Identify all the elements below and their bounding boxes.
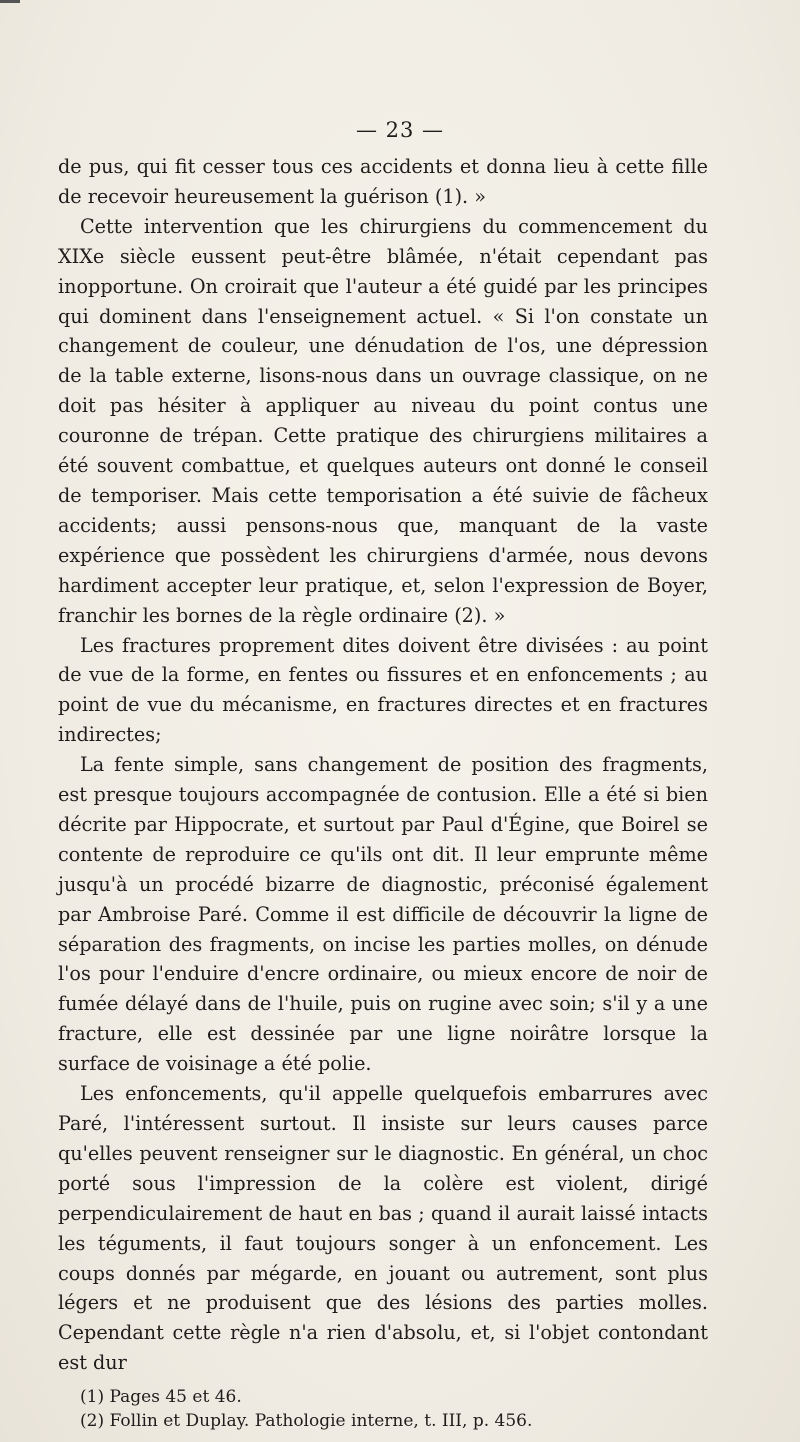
paragraph-1: de pus, qui fit cesser tous ces accidents et donna lieu à cette fille de recevoir heureusement la guérison (1). » [58, 155, 708, 208]
paragraph-3: Les fractures proprement dites doivent être divisées : au point de vue de la forme, en fentes ou fissures et en enfoncements ; au point de vue du mécanisme, en fractures directes et en fractures indirectes; [58, 633, 708, 747]
paragraph-4: La fente simple, sans changement de position des fragments, est presque toujours accompagnée de contusion. Elle a été si bien décrite par Hippocrate, et surtout par Paul d'Égine, que Boirel se contente de reproduire ce qu'ils ont dit. Il leur emprunte même jusqu'à un procédé bizarre de diagnostic, préconisé également par Ambroise Paré. Comme il est difficile de découvrir la ligne de séparation des fragments, on incise les parties molles, on dénude l'os pour l'enduire d'encre ordinaire, ou mieux encore de noir de fumée délayé dans de l'huile, puis on rugine avec soin; s'il y a une fracture, elle est dessinée par une ligne noirâtre lorsque la surface de voisinage a été polie. [58, 753, 708, 1076]
paragraph-2: Cette intervention que les chirurgiens du commencement du XIXe siècle eussent peut-être blâmée, n'était cependant pas inopportune. On croirait que l'auteur a été guidé par les principes qui dominent dans l'enseignement actuel. « Si l'on constate un changement de couleur, une dénudation de l'os, une dépression de la table externe, lisons-nous dans un ouvrage classique, on ne doit pas hésiter à appliquer au niveau du point contus une couronne de trépan. Cette pratique des chirurgiens militaires a été souvent combattue, et quelques auteurs ont donné le conseil de temporiser. Mais cette temporisation a été suivie de fâcheux accidents; aussi pensons-nous que, manquant de la vaste expérience que possèdent les chirurgiens d'armée, nous devons hardiment accepter leur pratique, et, selon l'expression de Boyer, franchir les bornes de la règle ordinaire (2). » [58, 214, 708, 627]
footnote-2: (2) Follin et Duplay. Pathologie interne, t. III, p. 456. [80, 1411, 533, 1431]
footnote-1: (1) Pages 45 et 46. [80, 1387, 242, 1407]
scan-corner-mark [0, 0, 20, 3]
paragraph-5: Les enfoncements, qu'il appelle quelquefois embarrures avec Paré, l'intéressent surtout. Il insiste sur leurs causes parce qu'elles peuvent renseigner sur le diagnostic. En général, un choc porté sous l'impression de la colère est violent, dirigé perpendiculairement de haut en bas ; quand il aurait laissé intacts les téguments, il faut toujours songer à un enfoncement. Les coups donnés par mégarde, en jouant ou autrement, sont plus légers et ne produisent que des lésions des parties molles. Cependant cette règle n'a rien d'absolu, et, si l'objet contondant est dur [58, 1082, 708, 1375]
body-text [58, 152, 708, 1378]
page-number: — 23 — [355, 118, 445, 142]
